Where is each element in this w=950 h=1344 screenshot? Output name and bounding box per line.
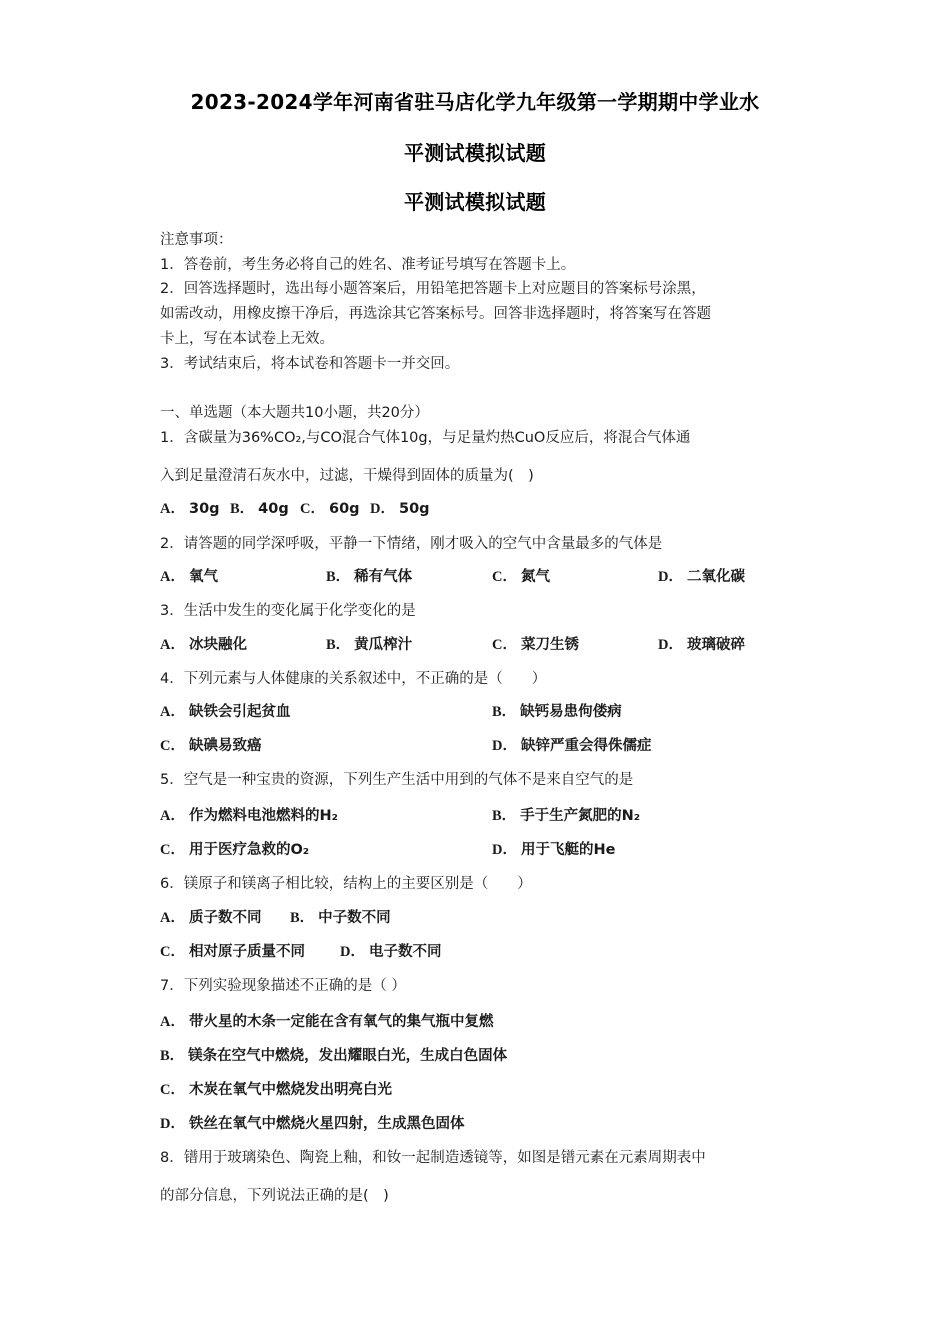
option-text: 50g bbox=[398, 501, 430, 517]
option-b bbox=[326, 565, 412, 586]
option-b bbox=[160, 1044, 507, 1065]
option-a bbox=[160, 1010, 493, 1031]
option-letter: A． bbox=[160, 501, 185, 517]
option-text: 菜刀生锈 bbox=[520, 637, 579, 653]
question-stem: 2．请答题的同学深呼吸，平静一下情绪，刚才吸入的空气中含量最多的气体是 bbox=[160, 536, 663, 552]
option-text: 氮气 bbox=[520, 569, 550, 585]
option-letter: A． bbox=[160, 637, 185, 653]
option-b bbox=[290, 906, 391, 927]
option-a bbox=[160, 804, 338, 825]
option-text: 手于生产氮肥的N₂ bbox=[520, 808, 641, 824]
notes-item: 如需改动，用橡皮擦干净后，再选涂其它答案标号。回答非选择题时，将答案写在答题 bbox=[160, 306, 711, 322]
option-a bbox=[160, 497, 220, 518]
option-b bbox=[326, 633, 412, 654]
option-letter: C． bbox=[300, 501, 325, 517]
option-c bbox=[160, 1078, 392, 1099]
document-title-line1: 2023-2024学年河南省驻马店化学九年级第一学期期中学业水 bbox=[190, 90, 760, 114]
option-text: 冰块融化 bbox=[188, 637, 247, 653]
option-a bbox=[160, 700, 290, 721]
option-c bbox=[300, 497, 360, 518]
option-text: 用于医疗急救的O₂ bbox=[188, 842, 310, 858]
option-d bbox=[370, 497, 430, 518]
option-letter: C． bbox=[492, 637, 517, 653]
question-stem: 的部分信息，下列说法正确的是( ) bbox=[160, 1188, 389, 1204]
option-letter: D． bbox=[340, 944, 365, 960]
option-d bbox=[340, 940, 441, 961]
option-text: 相对原子质量不同 bbox=[188, 944, 305, 960]
option-text: 缺铁会引起贫血 bbox=[188, 704, 291, 720]
option-letter: B． bbox=[160, 1048, 185, 1064]
option-a bbox=[160, 633, 247, 654]
option-letter: B． bbox=[492, 704, 517, 720]
option-text: 镁条在空气中燃烧，发出耀眼白光，生成白色固体 bbox=[188, 1048, 508, 1064]
option-d bbox=[492, 734, 651, 755]
option-text: 玻璃破碎 bbox=[686, 637, 745, 653]
option-text: 中子数不同 bbox=[318, 910, 391, 926]
question-stem: 3．生活中发生的变化属于化学变化的是 bbox=[160, 603, 416, 619]
option-text: 缺碘易致癌 bbox=[188, 738, 262, 754]
option-letter: A． bbox=[160, 704, 185, 720]
option-letter: D． bbox=[658, 637, 683, 653]
option-text: 木炭在氧气中燃烧发出明亮白光 bbox=[188, 1082, 392, 1098]
option-letter: A． bbox=[160, 1014, 185, 1030]
option-text: 带火星的木条一定能在含有氧气的集气瓶中复燃 bbox=[188, 1014, 494, 1030]
option-d bbox=[658, 565, 745, 586]
option-text: 60g bbox=[328, 501, 360, 517]
option-text: 二氧化碳 bbox=[686, 569, 745, 585]
option-letter: A． bbox=[160, 808, 185, 824]
option-text: 30g bbox=[188, 501, 220, 517]
option-d bbox=[492, 838, 615, 859]
question-stem: 入到足量澄清石灰水中，过滤，干燥得到固体的质量为( ) bbox=[160, 468, 534, 484]
option-text: 作为燃料电池燃料的H₂ bbox=[188, 808, 338, 824]
option-c bbox=[160, 734, 261, 755]
option-c bbox=[160, 838, 309, 859]
option-c bbox=[492, 565, 550, 586]
option-text: 缺钙易患佝偻病 bbox=[520, 704, 622, 720]
document-title-line3: 平测试模拟试题 bbox=[403, 190, 547, 214]
option-text: 质子数不同 bbox=[188, 910, 262, 926]
option-letter: A． bbox=[160, 910, 185, 926]
option-letter: D． bbox=[370, 501, 395, 517]
document-title-line2: 平测试模拟试题 bbox=[403, 141, 547, 165]
option-text: 电子数不同 bbox=[368, 944, 442, 960]
option-letter: C． bbox=[160, 738, 185, 754]
option-b bbox=[492, 804, 640, 825]
option-d bbox=[658, 633, 745, 654]
option-d bbox=[160, 1112, 464, 1133]
option-letter: B． bbox=[326, 569, 351, 585]
option-text: 铁丝在氧气中燃烧火星四射，生成黑色固体 bbox=[188, 1116, 465, 1132]
option-letter: B． bbox=[326, 637, 351, 653]
option-c bbox=[160, 940, 305, 961]
question-stem: 4．下列元素与人体健康的关系叙述中，不正确的是（ ） bbox=[160, 671, 547, 687]
notes-item: 卡上，写在本试卷上无效。 bbox=[160, 331, 334, 347]
option-letter: D． bbox=[492, 842, 517, 858]
section-heading: 一、单选题（本大题共10小题，共20分） bbox=[160, 405, 429, 421]
option-a bbox=[160, 906, 261, 927]
option-letter: A． bbox=[160, 569, 185, 585]
option-letter: D． bbox=[160, 1116, 185, 1132]
option-letter: C． bbox=[492, 569, 517, 585]
option-letter: C． bbox=[160, 842, 185, 858]
question-stem: 8．镨用于玻璃染色、陶瓷上釉，和钕一起制造透镜等，如图是镨元素在元素周期表中 bbox=[160, 1150, 706, 1166]
option-letter: D． bbox=[658, 569, 683, 585]
option-letter: C． bbox=[160, 944, 185, 960]
notes-item: 2．回答选择题时，选出每小题答案后，用铅笔把答题卡上对应题目的答案标号涂黑， bbox=[160, 281, 706, 297]
option-letter: B． bbox=[230, 501, 255, 517]
option-text: 用于飞艇的He bbox=[520, 842, 616, 858]
option-text: 黄瓜榨汁 bbox=[354, 637, 413, 653]
option-text: 40g bbox=[258, 501, 289, 517]
notes-item: 3．考试结束后，将本试卷和答题卡一并交回。 bbox=[160, 356, 460, 372]
option-b bbox=[492, 700, 622, 721]
option-letter: B． bbox=[290, 910, 315, 926]
question-stem: 5．空气是一种宝贵的资源，下列生产生活中用到的气体不是来自空气的是 bbox=[160, 772, 634, 788]
question-stem: 1．含碳量为36%CO₂,与CO混合气体10g，与足量灼热CuO反应后，将混合气体通 bbox=[160, 430, 691, 446]
notes-heading: 注意事项： bbox=[160, 232, 233, 248]
question-stem: 7．下列实验现象描述不正确的是（ ） bbox=[160, 978, 406, 994]
option-text: 稀有气体 bbox=[354, 569, 413, 585]
option-b bbox=[230, 497, 289, 518]
option-text: 缺锌严重会得侏儒症 bbox=[520, 738, 652, 754]
option-letter: C． bbox=[160, 1082, 185, 1098]
notes-item: 1．答卷前，考生务必将自己的姓名、准考证号填写在答题卡上。 bbox=[160, 257, 576, 273]
option-letter: B． bbox=[492, 808, 517, 824]
option-c bbox=[492, 633, 579, 654]
option-letter: D． bbox=[492, 738, 517, 754]
question-stem: 6．镁原子和镁离子相比较，结构上的主要区别是（ ） bbox=[160, 876, 532, 892]
option-text: 氧气 bbox=[188, 569, 218, 585]
option-a bbox=[160, 565, 218, 586]
